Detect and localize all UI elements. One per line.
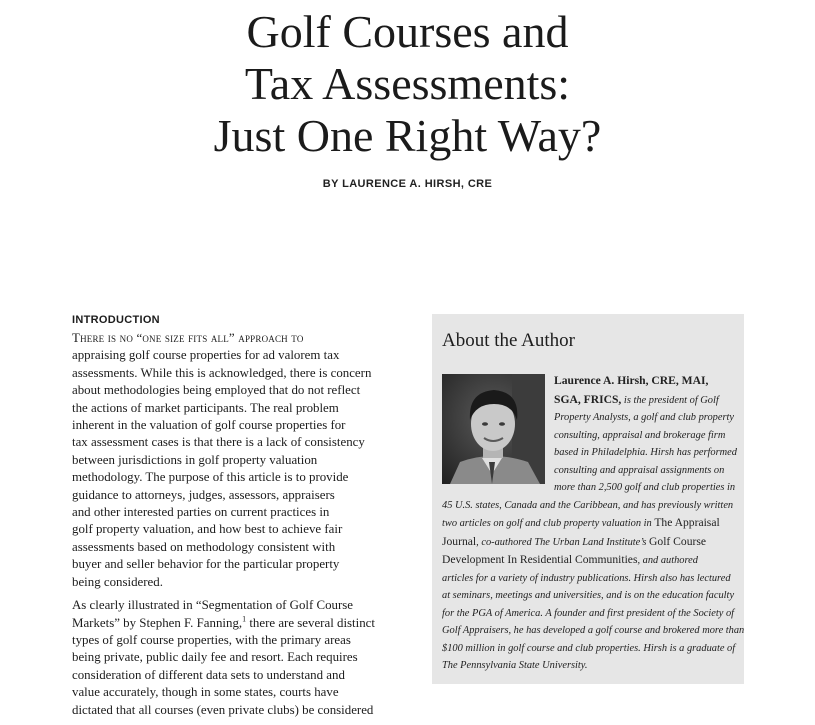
byline: BY LAURENCE A. HIRSH, CRE (322, 178, 493, 190)
journal-title: Journal (442, 534, 477, 548)
intro-paragraph-2 (72, 597, 392, 719)
bio-line (442, 533, 742, 552)
bio-line: The Pennsylvania State University. (442, 660, 588, 671)
paragraph-line: methodology. The purpose of this article is to provide (72, 470, 349, 485)
citation-text: Markets” by Stephen F. Fanning, (72, 615, 243, 630)
paragraph-line: As clearly illustrated in “Segmentation of Golf Course (72, 598, 354, 613)
paragraph-line: assessments based on methodology consistent with (72, 539, 336, 554)
bio-line (442, 551, 742, 570)
bio-line: for the PGA of America. A founder and first president of the Society of (442, 607, 735, 619)
bio-text: , and authored (637, 555, 698, 566)
bio-text: is the president of Golf (621, 394, 719, 406)
section-heading: INTRODUCTION (72, 314, 160, 326)
paragraph-line: value accurately, though in some states, courts have (72, 685, 339, 700)
bio-line (442, 514, 742, 533)
paragraph-line: dictated that all courses (even private clubs) be considered (72, 702, 374, 717)
about-title: About the Author (442, 330, 575, 351)
paragraph-line: being private, public daily fee and resort. Each requires (72, 650, 358, 665)
bio-line: Golf Appraisers, he has developed a golf course and brokered more than (442, 625, 745, 636)
bio-text: two articles on golf and club property valuation in (442, 518, 655, 529)
paragraph-line: assessments. While this is acknowledged, there is concern (72, 365, 372, 380)
paragraph-line: buyer and seller behavior for the particular property (72, 557, 340, 572)
book-title: Development In Residential Communities (442, 553, 638, 566)
intro-paragraph-1 (72, 330, 392, 591)
bio-line: consulting and appraisal assignments on (554, 464, 725, 476)
bio-line: Property Analysts, a golf and club property (554, 412, 734, 423)
article-title (0, 6, 815, 162)
bio-line: articles for a variety of industry publications. Hirsh also has lectured (442, 572, 731, 584)
author-credentials: SGA, FRICS, (554, 392, 622, 406)
paragraph-line: consideration of different data sets to understand and (72, 667, 345, 682)
author-name-credentials: Laurence A. Hirsh, CRE, MAI, (554, 374, 709, 387)
paragraph-line: and other interested parties on current practices in (72, 505, 330, 520)
paragraph-line: being considered. (72, 574, 163, 589)
title-line-3: Just One Right Way? (213, 110, 602, 161)
paragraph-line: the actions of market participants. The real problem (72, 400, 339, 415)
bio-line (442, 391, 742, 410)
paragraph-line: types of golf course properties, with the primary areas (72, 632, 351, 647)
title-line-1: Golf Courses and (246, 6, 569, 57)
title-line-2: Tax Assessments: (244, 58, 571, 109)
paragraph-line: between jurisdictions in golf property valuation (72, 452, 318, 467)
bio-line: more than 2,500 golf and club properties in (554, 482, 736, 493)
paragraph-line: inherent in the valuation of golf course properties for (72, 418, 346, 433)
paragraph-line: appraising golf course properties for ad valorem tax (72, 348, 340, 363)
paragraph-line (72, 615, 392, 632)
about-the-author-box (432, 314, 744, 684)
paragraph-line: tax assessment cases is that there is a lack of consistency (72, 435, 365, 450)
bio-line: consulting, appraisal and brokerage firm (554, 429, 726, 441)
bio-line: 45 U.S. states, Canada and the Caribbean, and has previously written (442, 499, 734, 511)
author-bio (442, 372, 745, 675)
bio-text: , co-authored The Urban Land Institute’s (476, 536, 650, 548)
paragraph-line: guidance to attorneys, judges, assessors, appraisers (72, 487, 335, 502)
bio-line: based in Philadelphia. Hirsh has performed (554, 447, 737, 458)
book-title: Golf Course (649, 534, 707, 548)
journal-title: The Appraisal (654, 516, 720, 529)
bio-line: $100 million in golf course and club properties. Hirsh is a graduate of (442, 642, 736, 654)
paragraph-line: golf property valuation, and how best to achieve fair (72, 522, 343, 537)
paragraph-lead-in: There is no “one size fits all” approach to (72, 331, 304, 345)
footnote-marker: 1 (242, 614, 247, 624)
paragraph-line: about methodologies being employed that do not reflect (72, 383, 361, 398)
citation-continuation: there are several distinct (246, 615, 375, 630)
bio-line: at seminars, meetings and universities, and is on the education faculty (442, 590, 735, 601)
introduction-column (72, 312, 392, 725)
bio-line (442, 372, 742, 391)
